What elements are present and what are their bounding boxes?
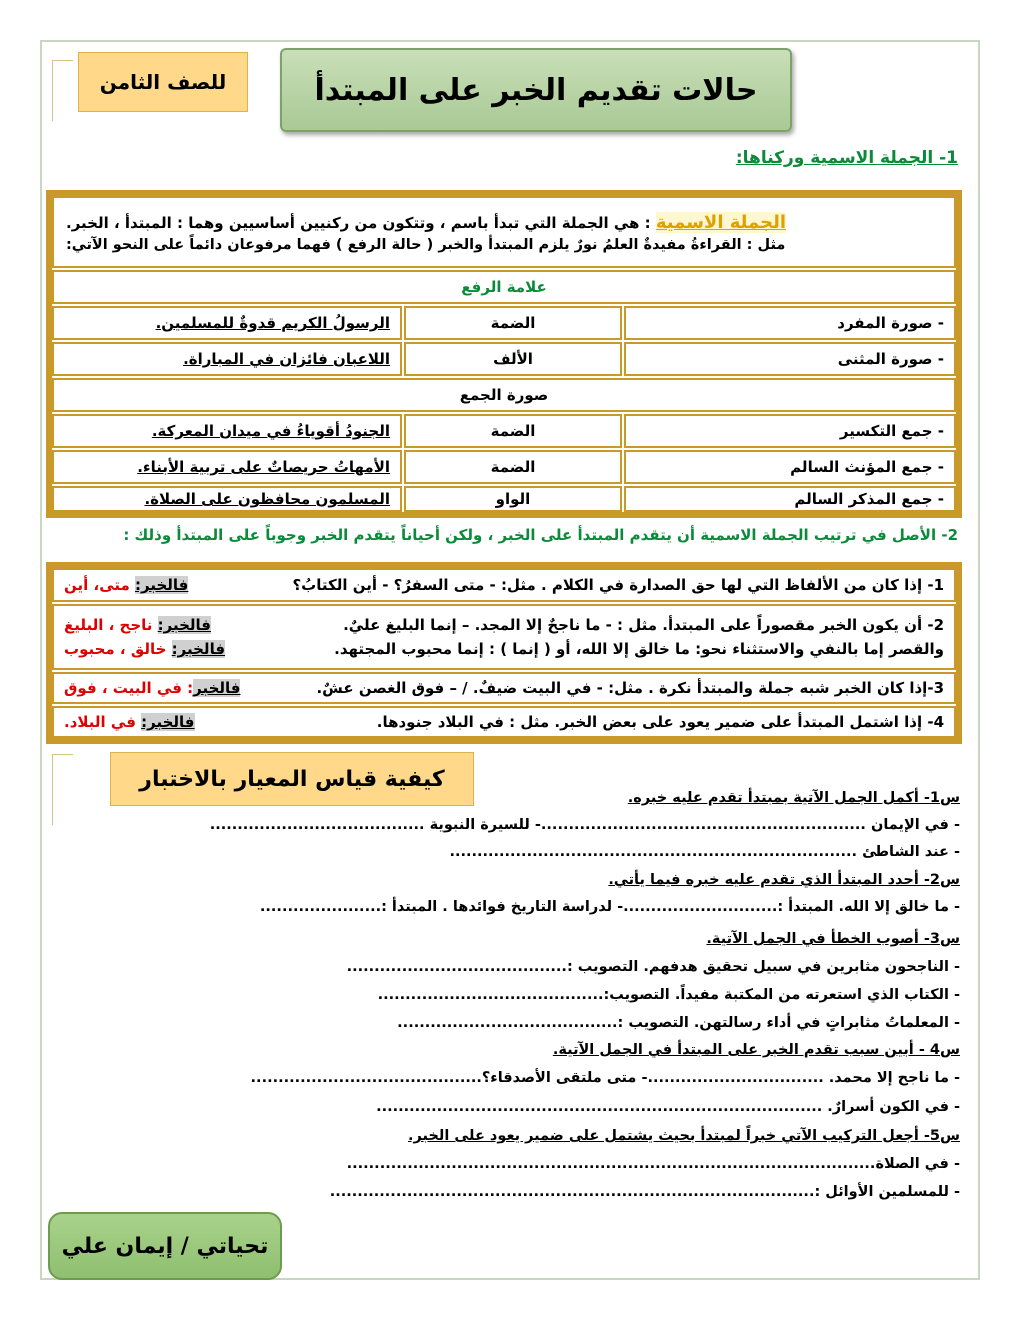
- case-answer: في البلاد.: [64, 713, 136, 731]
- definition-term: الجملة الاسمية: [655, 211, 786, 233]
- case-row: [52, 604, 956, 670]
- corner-decoration: [52, 754, 73, 825]
- definition-text: : هي الجملة التي تبدأ باسم ، وتتكون من ركنيين أساسيين وهما : المبتدأ ، الخبر.: [66, 213, 651, 232]
- sign-cell: الواو: [404, 486, 622, 512]
- case-text: 2- أن يكون الخبر مقصوراً على المبتدأ. مثل : - ما ناجحٌ إلا المجد. – إنما البليغ عليٌ.: [343, 616, 944, 634]
- answer-line: - ما ناجح إلا محمد. ................................- متى ملتقى الأصدقاء؟..........................................: [250, 1070, 960, 1086]
- case-label: فالخبر: [193, 679, 241, 697]
- case-label: فالخبر:: [135, 576, 189, 594]
- question-heading: س5- أجعل التركيب الآتي خبراً لمبتدأ بحيث يشتمل على ضمير يعود على الخبر.: [408, 1128, 960, 1144]
- case-row: [52, 706, 956, 738]
- answer-line: - الناجحون مثابرين في سبيل تحقيق هدفهم. التصويب :........................................: [346, 959, 960, 975]
- answer-line: - المعلماتُ مثابراتٍ في أداء رسالتهن. التصويب :........................................: [397, 1015, 960, 1031]
- question-heading: س2- أحدد المبتدأ الذي تقدم عليه خبره فيما يأتي.: [608, 872, 960, 888]
- answer-line: - للمسلمين الأوائل :........................................................................................: [329, 1184, 960, 1200]
- example-cell: المسلمون محافظون على الصلاة.: [52, 486, 402, 512]
- sign-cell: الضمة: [404, 306, 622, 340]
- example-cell: الرسولُ الكريم قدوةٌ للمسلمين.: [52, 306, 402, 340]
- plural-header: صورة الجمع: [52, 378, 956, 412]
- definition-cell: [52, 196, 956, 268]
- sign-cell: الضمة: [404, 414, 622, 448]
- form-cell: - جمع التكسير: [624, 414, 956, 448]
- case-text: 4- إذا اشتمل المبتدأ على ضمير يعود على بعض الخبر. مثل : في البلاد جنودها.: [376, 713, 944, 731]
- case-answer: : في البيت ، فوق: [64, 679, 194, 697]
- example-cell: الجنودُ أقوياءُ في ميدان المعركة.: [52, 414, 402, 448]
- assessment-title: كيفية قياس المعيار بالاختبار: [110, 752, 474, 806]
- answer-line: - في الكون أسرارٌ. .................................................................................: [376, 1099, 960, 1115]
- case-row: [52, 672, 956, 704]
- case-answer: متى، أين: [64, 576, 130, 594]
- case-answer: ناجح ، البليغ: [64, 616, 153, 634]
- signature-badge: تحياتي / إيمان علي: [48, 1212, 282, 1280]
- section2-heading: 2- الأصل في ترتيب الجملة الاسمية أن يتقدم المبتدأ على الخبر ، ولكن أحياناً يتقدم الخبر وجوباً على المبتدأ وذلك :: [123, 526, 958, 544]
- case-text: 1- إذا كان من الألفاظ التي لها حق الصدارة في الكلام . مثل: - متى السفرُ؟ - أين الكتابُ؟: [292, 576, 944, 594]
- sign-cell: الألف: [404, 342, 622, 376]
- form-cell: - جمع المذكر السالم: [624, 486, 956, 512]
- case-label: فالخبر:: [141, 713, 195, 731]
- question-heading: س1- أكمل الجمل الآتية بمبتدأ تقدم عليه خبره.: [627, 790, 960, 806]
- example-cell: الأمهاتُ حريصاتٌ على تربية الأبناء.: [52, 450, 402, 484]
- form-cell: - جمع المؤنث السالم: [624, 450, 956, 484]
- answer-line: - عند الشاطئ ..........................................................................: [449, 844, 960, 860]
- answer-line: - في الصلاة................................................................................................: [346, 1156, 960, 1172]
- example-cell: اللاعبان فائزان في المباراة.: [52, 342, 402, 376]
- case-label: فالخبر:: [157, 616, 212, 634]
- question-heading: س3- أصوب الخطأ في الجمل الآتية.: [706, 931, 960, 947]
- case-text: 3-إذا كان الخبر شبه جملة والمبتدأ نكرة . مثل: - في البيت ضيفٌ. / – فوق الغصن عشٌ.: [316, 679, 944, 697]
- cases-table: [46, 562, 962, 744]
- example-line: مثل : القراءةُ مفيدةٌ العلمُ نورٌ يلزم المبتدأ والخبر ( حالة الرفع ) فهما مرفوعان دائماً على النحو الآتي:: [66, 236, 786, 253]
- sign-cell: الضمة: [404, 450, 622, 484]
- case-answer: خالق ، محبوب: [64, 640, 167, 658]
- raf-header: علامة الرفع: [52, 270, 956, 304]
- section1-heading: 1- الجملة الاسمية وركناها:: [735, 148, 958, 168]
- case-row: [52, 568, 956, 602]
- case-label: فالخبر:: [171, 640, 226, 658]
- page-title: حالات تقديم الخبر على المبتدأ: [280, 48, 792, 132]
- case-text: والقصر إما بالنفي والاستثناء نحو: ما خالق إلا الله، أو ( إنما ) : إنما محبوب المجتهد.: [334, 640, 944, 658]
- form-cell: - صورة المثنى: [624, 342, 956, 376]
- form-cell: - صورة المفرد: [624, 306, 956, 340]
- question-heading: س4 - أبين سبب تقدم الخبر على المبتدأ في الجمل الآتية.: [552, 1042, 960, 1058]
- corner-decoration: [52, 60, 73, 121]
- answer-line: - ما خالق إلا الله. المبتدأ :............................- لدراسة التاريخ فوائدها . المبتدأ :......................: [259, 899, 960, 915]
- raf-table: [46, 190, 962, 518]
- grade-label: للصف الثامن: [78, 52, 248, 112]
- answer-line: - في الإيمان ...........................................................- للسيرة النبوية .......................................: [209, 817, 960, 833]
- answer-line: - الكتاب الذي استعرته من المكتبة مفيداً. التصويب:.........................................: [377, 987, 960, 1003]
